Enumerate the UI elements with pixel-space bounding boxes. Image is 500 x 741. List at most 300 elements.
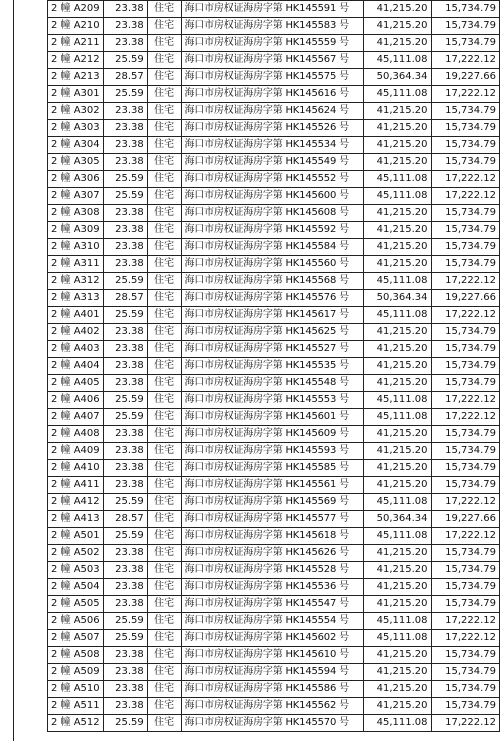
unit-price-cell: 15,734.79 (431, 698, 500, 715)
unit-number-cell: 2 幢 A504 (48, 579, 104, 596)
certificate-cell: 海口市房权证海房字第 HK145602 号 (181, 630, 363, 647)
unit-number-cell: 2 幢 A212 (48, 52, 104, 69)
table-row (48, 188, 500, 205)
usage-cell: 住宅 (147, 171, 181, 188)
certificate-cell: 海口市房权证海房字第 HK145618 号 (181, 528, 363, 545)
table-row (48, 205, 500, 222)
total-price-cell: 41,215.20 (363, 443, 431, 460)
total-price-cell: 50,364.34 (363, 290, 431, 307)
unit-number-cell: 2 幢 A503 (48, 562, 104, 579)
table-row (48, 171, 500, 188)
total-price-cell: 45,111.08 (363, 494, 431, 511)
table-row (48, 273, 500, 290)
table-row (48, 69, 500, 86)
usage-cell: 住宅 (147, 715, 181, 732)
usage-cell: 住宅 (147, 120, 181, 137)
unit-number-cell: 2 幢 A307 (48, 188, 104, 205)
usage-cell: 住宅 (147, 35, 181, 52)
total-price-cell: 45,111.08 (363, 188, 431, 205)
certificate-cell: 海口市房权证海房字第 HK145593 号 (181, 443, 363, 460)
table-row (48, 290, 500, 307)
total-price-cell: 41,215.20 (363, 698, 431, 715)
total-price-cell: 50,364.34 (363, 511, 431, 528)
area-cell: 23.38 (103, 579, 147, 596)
unit-price-cell: 15,734.79 (431, 154, 500, 171)
unit-price-cell: 17,222.12 (431, 273, 500, 290)
certificate-cell: 海口市房权证海房字第 HK145527 号 (181, 341, 363, 358)
area-cell: 25.59 (103, 188, 147, 205)
table-row (48, 613, 500, 630)
unit-number-cell: 2 幢 A507 (48, 630, 104, 647)
certificate-cell: 海口市房权证海房字第 HK145585 号 (181, 460, 363, 477)
unit-price-cell: 15,734.79 (431, 443, 500, 460)
usage-cell: 住宅 (147, 154, 181, 171)
usage-cell: 住宅 (147, 613, 181, 630)
area-cell: 25.59 (103, 52, 147, 69)
total-price-cell: 41,215.20 (363, 256, 431, 273)
table-row (48, 511, 500, 528)
certificate-cell: 海口市房权证海房字第 HK145552 号 (181, 171, 363, 188)
area-cell: 28.57 (103, 511, 147, 528)
area-cell: 23.38 (103, 562, 147, 579)
unit-price-cell: 15,734.79 (431, 341, 500, 358)
table-row (48, 137, 500, 154)
area-cell: 23.38 (103, 358, 147, 375)
total-price-cell: 45,111.08 (363, 613, 431, 630)
unit-number-cell: 2 幢 A409 (48, 443, 104, 460)
area-cell: 25.59 (103, 630, 147, 647)
unit-number-cell: 2 幢 A412 (48, 494, 104, 511)
usage-cell: 住宅 (147, 358, 181, 375)
area-cell: 23.38 (103, 35, 147, 52)
certificate-cell: 海口市房权证海房字第 HK145591 号 (181, 1, 363, 18)
unit-price-cell: 15,734.79 (431, 545, 500, 562)
table-row (48, 375, 500, 392)
certificate-cell: 海口市房权证海房字第 HK145583 号 (181, 18, 363, 35)
certificate-cell: 海口市房权证海房字第 HK145575 号 (181, 69, 363, 86)
unit-price-cell: 15,734.79 (431, 477, 500, 494)
unit-number-cell: 2 幢 A302 (48, 103, 104, 120)
unit-number-cell: 2 幢 A305 (48, 154, 104, 171)
certificate-cell: 海口市房权证海房字第 HK145610 号 (181, 647, 363, 664)
unit-number-cell: 2 幢 A301 (48, 86, 104, 103)
table-row (48, 222, 500, 239)
certificate-cell: 海口市房权证海房字第 HK145594 号 (181, 664, 363, 681)
unit-number-cell: 2 幢 A508 (48, 647, 104, 664)
unit-price-cell: 15,734.79 (431, 579, 500, 596)
area-cell: 23.38 (103, 545, 147, 562)
area-cell: 23.38 (103, 239, 147, 256)
unit-number-cell: 2 幢 A310 (48, 239, 104, 256)
usage-cell: 住宅 (147, 647, 181, 664)
usage-cell: 住宅 (147, 392, 181, 409)
table-row (48, 18, 500, 35)
unit-number-cell: 2 幢 A407 (48, 409, 104, 426)
usage-cell: 住宅 (147, 426, 181, 443)
unit-price-cell: 15,734.79 (431, 103, 500, 120)
certificate-cell: 海口市房权证海房字第 HK145609 号 (181, 426, 363, 443)
unit-price-cell: 15,734.79 (431, 205, 500, 222)
certificate-cell: 海口市房权证海房字第 HK145600 号 (181, 188, 363, 205)
area-cell: 25.59 (103, 86, 147, 103)
unit-number-cell: 2 幢 A505 (48, 596, 104, 613)
usage-cell: 住宅 (147, 511, 181, 528)
total-price-cell: 45,111.08 (363, 392, 431, 409)
unit-price-cell: 15,734.79 (431, 120, 500, 137)
usage-cell: 住宅 (147, 409, 181, 426)
unit-number-cell: 2 幢 A309 (48, 222, 104, 239)
unit-number-cell: 2 幢 A406 (48, 392, 104, 409)
table-row (48, 681, 500, 698)
usage-cell: 住宅 (147, 698, 181, 715)
total-price-cell: 45,111.08 (363, 630, 431, 647)
area-cell: 25.59 (103, 171, 147, 188)
usage-cell: 住宅 (147, 681, 181, 698)
unit-price-cell: 15,734.79 (431, 324, 500, 341)
total-price-cell: 41,215.20 (363, 324, 431, 341)
area-cell: 25.59 (103, 409, 147, 426)
total-price-cell: 45,111.08 (363, 52, 431, 69)
area-cell: 23.38 (103, 681, 147, 698)
usage-cell: 住宅 (147, 324, 181, 341)
table-row (48, 596, 500, 613)
total-price-cell: 45,111.08 (363, 171, 431, 188)
usage-cell: 住宅 (147, 1, 181, 18)
unit-price-cell: 17,222.12 (431, 613, 500, 630)
unit-number-cell: 2 幢 A501 (48, 528, 104, 545)
table-row (48, 562, 500, 579)
usage-cell: 住宅 (147, 137, 181, 154)
unit-number-cell: 2 幢 A506 (48, 613, 104, 630)
certificate-cell: 海口市房权证海房字第 HK145562 号 (181, 698, 363, 715)
table-row (48, 35, 500, 52)
total-price-cell: 41,215.20 (363, 35, 431, 52)
total-price-cell: 41,215.20 (363, 358, 431, 375)
total-price-cell: 50,364.34 (363, 69, 431, 86)
table-row (48, 426, 500, 443)
table-row (48, 256, 500, 273)
unit-price-cell: 19,227.66 (431, 290, 500, 307)
unit-number-cell: 2 幢 A408 (48, 426, 104, 443)
total-price-cell: 41,215.20 (363, 137, 431, 154)
unit-number-cell: 2 幢 A411 (48, 477, 104, 494)
unit-number-cell: 2 幢 A312 (48, 273, 104, 290)
total-price-cell: 41,215.20 (363, 664, 431, 681)
certificate-cell: 海口市房权证海房字第 HK145549 号 (181, 154, 363, 171)
certificate-cell: 海口市房权证海房字第 HK145570 号 (181, 715, 363, 732)
usage-cell: 住宅 (147, 86, 181, 103)
property-units-table (47, 0, 500, 732)
area-cell: 23.38 (103, 477, 147, 494)
certificate-cell: 海口市房权证海房字第 HK145554 号 (181, 613, 363, 630)
total-price-cell: 41,215.20 (363, 647, 431, 664)
usage-cell: 住宅 (147, 222, 181, 239)
unit-number-cell: 2 幢 A509 (48, 664, 104, 681)
certificate-cell: 海口市房权证海房字第 HK145592 号 (181, 222, 363, 239)
certificate-cell: 海口市房权证海房字第 HK145553 号 (181, 392, 363, 409)
usage-cell: 住宅 (147, 477, 181, 494)
usage-cell: 住宅 (147, 545, 181, 562)
unit-number-cell: 2 幢 A304 (48, 137, 104, 154)
total-price-cell: 41,215.20 (363, 341, 431, 358)
area-cell: 23.38 (103, 426, 147, 443)
usage-cell: 住宅 (147, 256, 181, 273)
unit-price-cell: 15,734.79 (431, 647, 500, 664)
unit-price-cell: 17,222.12 (431, 86, 500, 103)
area-cell: 25.59 (103, 613, 147, 630)
unit-price-cell: 15,734.79 (431, 1, 500, 18)
table-row (48, 154, 500, 171)
table-body (48, 1, 500, 732)
unit-price-cell: 17,222.12 (431, 307, 500, 324)
usage-cell: 住宅 (147, 69, 181, 86)
usage-cell: 住宅 (147, 443, 181, 460)
left-border-rule (13, 0, 14, 741)
area-cell: 23.38 (103, 375, 147, 392)
total-price-cell: 41,215.20 (363, 103, 431, 120)
unit-number-cell: 2 幢 A209 (48, 1, 104, 18)
usage-cell: 住宅 (147, 375, 181, 392)
unit-price-cell: 15,734.79 (431, 256, 500, 273)
area-cell: 25.59 (103, 528, 147, 545)
unit-number-cell: 2 幢 A405 (48, 375, 104, 392)
unit-price-cell: 17,222.12 (431, 494, 500, 511)
area-cell: 25.59 (103, 494, 147, 511)
usage-cell: 住宅 (147, 579, 181, 596)
area-cell: 23.38 (103, 222, 147, 239)
certificate-cell: 海口市房权证海房字第 HK145528 号 (181, 562, 363, 579)
certificate-cell: 海口市房权证海房字第 HK145586 号 (181, 681, 363, 698)
certificate-cell: 海口市房权证海房字第 HK145577 号 (181, 511, 363, 528)
total-price-cell: 41,215.20 (363, 205, 431, 222)
unit-number-cell: 2 幢 A210 (48, 18, 104, 35)
certificate-cell: 海口市房权证海房字第 HK145526 号 (181, 120, 363, 137)
table-row (48, 103, 500, 120)
total-price-cell: 41,215.20 (363, 545, 431, 562)
unit-number-cell: 2 幢 A502 (48, 545, 104, 562)
certificate-cell: 海口市房权证海房字第 HK145559 号 (181, 35, 363, 52)
certificate-cell: 海口市房权证海房字第 HK145616 号 (181, 86, 363, 103)
area-cell: 23.38 (103, 596, 147, 613)
certificate-cell: 海口市房权证海房字第 HK145569 号 (181, 494, 363, 511)
unit-number-cell: 2 幢 A402 (48, 324, 104, 341)
area-cell: 23.38 (103, 341, 147, 358)
area-cell: 23.38 (103, 698, 147, 715)
usage-cell: 住宅 (147, 273, 181, 290)
unit-number-cell: 2 幢 A311 (48, 256, 104, 273)
table-row (48, 324, 500, 341)
unit-price-cell: 15,734.79 (431, 681, 500, 698)
table-row (48, 120, 500, 137)
certificate-cell: 海口市房权证海房字第 HK145561 号 (181, 477, 363, 494)
certificate-cell: 海口市房权证海房字第 HK145567 号 (181, 52, 363, 69)
unit-price-cell: 15,734.79 (431, 239, 500, 256)
total-price-cell: 41,215.20 (363, 596, 431, 613)
unit-number-cell: 2 幢 A403 (48, 341, 104, 358)
certificate-cell: 海口市房权证海房字第 HK145617 号 (181, 307, 363, 324)
total-price-cell: 41,215.20 (363, 120, 431, 137)
usage-cell: 住宅 (147, 205, 181, 222)
usage-cell: 住宅 (147, 460, 181, 477)
unit-number-cell: 2 幢 A303 (48, 120, 104, 137)
unit-number-cell: 2 幢 A410 (48, 460, 104, 477)
area-cell: 25.59 (103, 715, 147, 732)
total-price-cell: 45,111.08 (363, 307, 431, 324)
table-row (48, 1, 500, 18)
table-row (48, 647, 500, 664)
area-cell: 23.38 (103, 137, 147, 154)
usage-cell: 住宅 (147, 562, 181, 579)
certificate-cell: 海口市房权证海房字第 HK145576 号 (181, 290, 363, 307)
unit-price-cell: 15,734.79 (431, 222, 500, 239)
unit-number-cell: 2 幢 A511 (48, 698, 104, 715)
unit-price-cell: 15,734.79 (431, 35, 500, 52)
certificate-cell: 海口市房权证海房字第 HK145625 号 (181, 324, 363, 341)
unit-price-cell: 15,734.79 (431, 664, 500, 681)
total-price-cell: 45,111.08 (363, 715, 431, 732)
area-cell: 28.57 (103, 290, 147, 307)
unit-price-cell: 15,734.79 (431, 596, 500, 613)
table-row (48, 358, 500, 375)
area-cell: 23.38 (103, 120, 147, 137)
table-row (48, 239, 500, 256)
total-price-cell: 41,215.20 (363, 562, 431, 579)
usage-cell: 住宅 (147, 664, 181, 681)
unit-number-cell: 2 幢 A211 (48, 35, 104, 52)
area-cell: 25.59 (103, 273, 147, 290)
table-row (48, 664, 500, 681)
certificate-cell: 海口市房权证海房字第 HK145624 号 (181, 103, 363, 120)
table-row (48, 86, 500, 103)
usage-cell: 住宅 (147, 52, 181, 69)
unit-price-cell: 17,222.12 (431, 171, 500, 188)
unit-price-cell: 15,734.79 (431, 18, 500, 35)
total-price-cell: 45,111.08 (363, 86, 431, 103)
unit-price-cell: 19,227.66 (431, 69, 500, 86)
total-price-cell: 41,215.20 (363, 239, 431, 256)
total-price-cell: 41,215.20 (363, 154, 431, 171)
usage-cell: 住宅 (147, 494, 181, 511)
usage-cell: 住宅 (147, 239, 181, 256)
usage-cell: 住宅 (147, 103, 181, 120)
unit-price-cell: 17,222.12 (431, 528, 500, 545)
unit-price-cell: 17,222.12 (431, 715, 500, 732)
unit-number-cell: 2 幢 A413 (48, 511, 104, 528)
total-price-cell: 41,215.20 (363, 460, 431, 477)
table-row (48, 715, 500, 732)
unit-number-cell: 2 幢 A306 (48, 171, 104, 188)
unit-number-cell: 2 幢 A401 (48, 307, 104, 324)
table-row (48, 494, 500, 511)
area-cell: 23.38 (103, 205, 147, 222)
unit-price-cell: 17,222.12 (431, 392, 500, 409)
unit-price-cell: 17,222.12 (431, 188, 500, 205)
table-row (48, 409, 500, 426)
unit-number-cell: 2 幢 A512 (48, 715, 104, 732)
table-row (48, 545, 500, 562)
table-row (48, 52, 500, 69)
unit-price-cell: 15,734.79 (431, 426, 500, 443)
certificate-cell: 海口市房权证海房字第 HK145535 号 (181, 358, 363, 375)
unit-number-cell: 2 幢 A404 (48, 358, 104, 375)
usage-cell: 住宅 (147, 18, 181, 35)
table-row (48, 477, 500, 494)
area-cell: 23.38 (103, 664, 147, 681)
unit-price-cell: 17,222.12 (431, 409, 500, 426)
usage-cell: 住宅 (147, 341, 181, 358)
certificate-cell: 海口市房权证海房字第 HK145626 号 (181, 545, 363, 562)
unit-price-cell: 15,734.79 (431, 562, 500, 579)
certificate-cell: 海口市房权证海房字第 HK145568 号 (181, 273, 363, 290)
table-row (48, 307, 500, 324)
total-price-cell: 45,111.08 (363, 409, 431, 426)
table-row (48, 579, 500, 596)
total-price-cell: 41,215.20 (363, 18, 431, 35)
total-price-cell: 41,215.20 (363, 681, 431, 698)
usage-cell: 住宅 (147, 596, 181, 613)
area-cell: 25.59 (103, 392, 147, 409)
total-price-cell: 41,215.20 (363, 375, 431, 392)
usage-cell: 住宅 (147, 630, 181, 647)
unit-price-cell: 17,222.12 (431, 630, 500, 647)
table-row (48, 460, 500, 477)
table-row (48, 392, 500, 409)
usage-cell: 住宅 (147, 290, 181, 307)
area-cell: 23.38 (103, 154, 147, 171)
unit-number-cell: 2 幢 A313 (48, 290, 104, 307)
certificate-cell: 海口市房权证海房字第 HK145560 号 (181, 256, 363, 273)
certificate-cell: 海口市房权证海房字第 HK145608 号 (181, 205, 363, 222)
table-row (48, 443, 500, 460)
certificate-cell: 海口市房权证海房字第 HK145584 号 (181, 239, 363, 256)
unit-number-cell: 2 幢 A213 (48, 69, 104, 86)
certificate-cell: 海口市房权证海房字第 HK145601 号 (181, 409, 363, 426)
unit-price-cell: 15,734.79 (431, 358, 500, 375)
area-cell: 23.38 (103, 324, 147, 341)
total-price-cell: 45,111.08 (363, 528, 431, 545)
area-cell: 23.38 (103, 443, 147, 460)
certificate-cell: 海口市房权证海房字第 HK145536 号 (181, 579, 363, 596)
table-row (48, 698, 500, 715)
total-price-cell: 45,111.08 (363, 273, 431, 290)
certificate-cell: 海口市房权证海房字第 HK145534 号 (181, 137, 363, 154)
table-row (48, 528, 500, 545)
total-price-cell: 41,215.20 (363, 426, 431, 443)
area-cell: 28.57 (103, 69, 147, 86)
area-cell: 23.38 (103, 103, 147, 120)
certificate-cell: 海口市房权证海房字第 HK145547 号 (181, 596, 363, 613)
usage-cell: 住宅 (147, 188, 181, 205)
unit-price-cell: 15,734.79 (431, 137, 500, 154)
area-cell: 23.38 (103, 256, 147, 273)
total-price-cell: 41,215.20 (363, 1, 431, 18)
unit-price-cell: 15,734.79 (431, 460, 500, 477)
area-cell: 23.38 (103, 647, 147, 664)
area-cell: 23.38 (103, 1, 147, 18)
usage-cell: 住宅 (147, 307, 181, 324)
unit-price-cell: 19,227.66 (431, 511, 500, 528)
table-row (48, 341, 500, 358)
usage-cell: 住宅 (147, 528, 181, 545)
unit-price-cell: 17,222.12 (431, 52, 500, 69)
total-price-cell: 41,215.20 (363, 477, 431, 494)
certificate-cell: 海口市房权证海房字第 HK145548 号 (181, 375, 363, 392)
unit-number-cell: 2 幢 A308 (48, 205, 104, 222)
area-cell: 23.38 (103, 18, 147, 35)
total-price-cell: 41,215.20 (363, 222, 431, 239)
area-cell: 25.59 (103, 307, 147, 324)
total-price-cell: 41,215.20 (363, 579, 431, 596)
